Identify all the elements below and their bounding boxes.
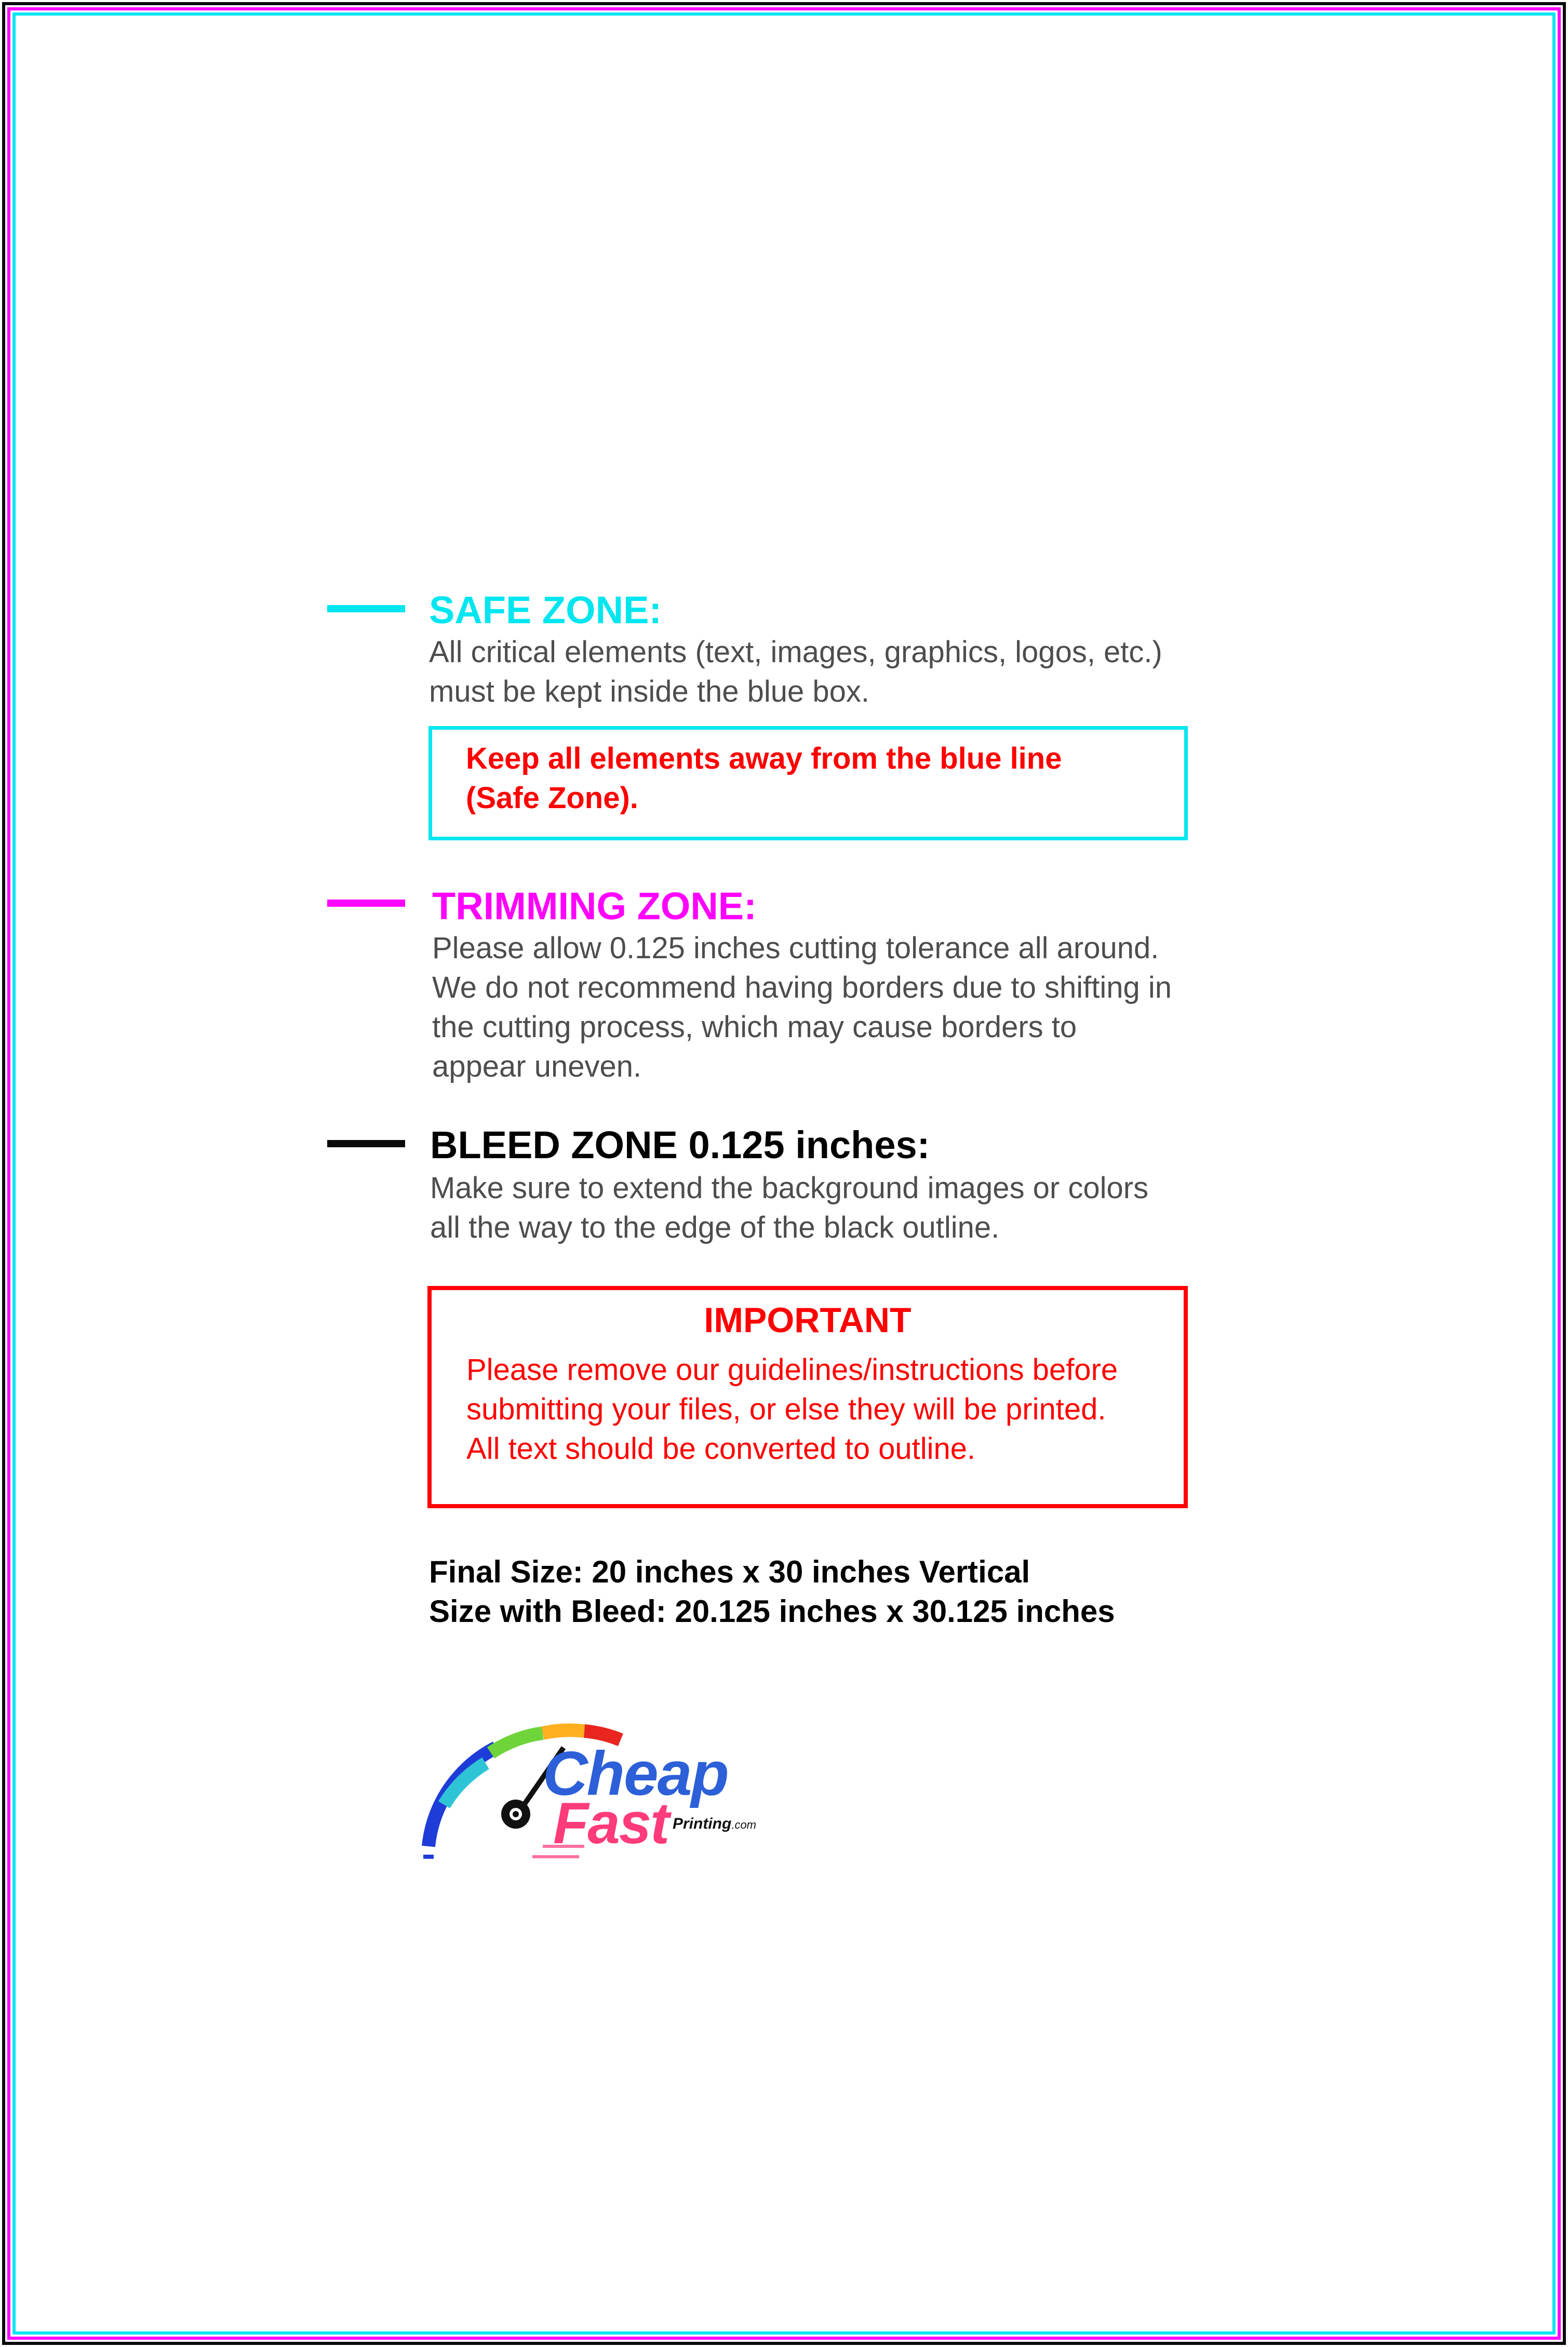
safe-zone-swatch [327, 605, 405, 612]
trimming-zone-description [432, 929, 1172, 1087]
text-line: must be kept inside the blue box. [429, 675, 869, 708]
text-line: appear uneven. [432, 1050, 642, 1083]
bleed-zone-heading: BLEED ZONE 0.125 inches: [430, 1123, 930, 1166]
text-line: We do not recommend having borders due to shifting in [432, 971, 1172, 1004]
logo-domain-suffix: .com [731, 1818, 757, 1831]
safe-zone-description [429, 633, 1162, 712]
logo-printing-label: Printing [673, 1815, 732, 1832]
size-with-bleed-label: Size with Bleed: 20.125 inches x 30.125 inches [429, 1594, 1115, 1629]
trimming-zone-swatch [327, 900, 405, 907]
text-line: the cutting process, which may cause borders to [432, 1010, 1077, 1044]
text-line: Please remove our guidelines/instructions before [466, 1353, 1118, 1387]
text-line: (Safe Zone). [466, 781, 638, 815]
logo-word-fast: Fast [553, 1791, 669, 1856]
logo-word-cheap: Cheap [543, 1739, 728, 1808]
logo-word-printing [673, 1816, 756, 1832]
text-line: Keep all elements away from the blue line [466, 742, 1062, 775]
text-line: All text should be converted to outline. [466, 1432, 976, 1466]
bleed-zone-swatch [327, 1140, 405, 1147]
important-description [466, 1350, 1118, 1469]
text-line: Please allow 0.125 inches cutting tolerance all around. [432, 931, 1159, 965]
text-line: submitting your files, or else they will be printed. [466, 1392, 1106, 1426]
important-title: IMPORTANT [704, 1300, 912, 1340]
text-line: Make sure to extend the background images or colors [430, 1171, 1149, 1205]
safe-zone-warning [466, 739, 1062, 818]
trimming-zone-heading: TRIMMING ZONE: [432, 884, 757, 928]
safe-zone-example-box [428, 726, 1188, 840]
bleed-zone-description [430, 1169, 1148, 1248]
company-logo [413, 1691, 776, 1898]
safe-zone-heading: SAFE ZONE: [429, 588, 662, 632]
text-line: all the way to the edge of the black outline. [430, 1211, 1000, 1244]
important-notice-box [427, 1286, 1188, 1508]
text-line: All critical elements (text, images, graphics, logos, etc.) [429, 635, 1162, 669]
final-size-label: Final Size: 20 inches x 30 inches Vertical [429, 1554, 1030, 1589]
